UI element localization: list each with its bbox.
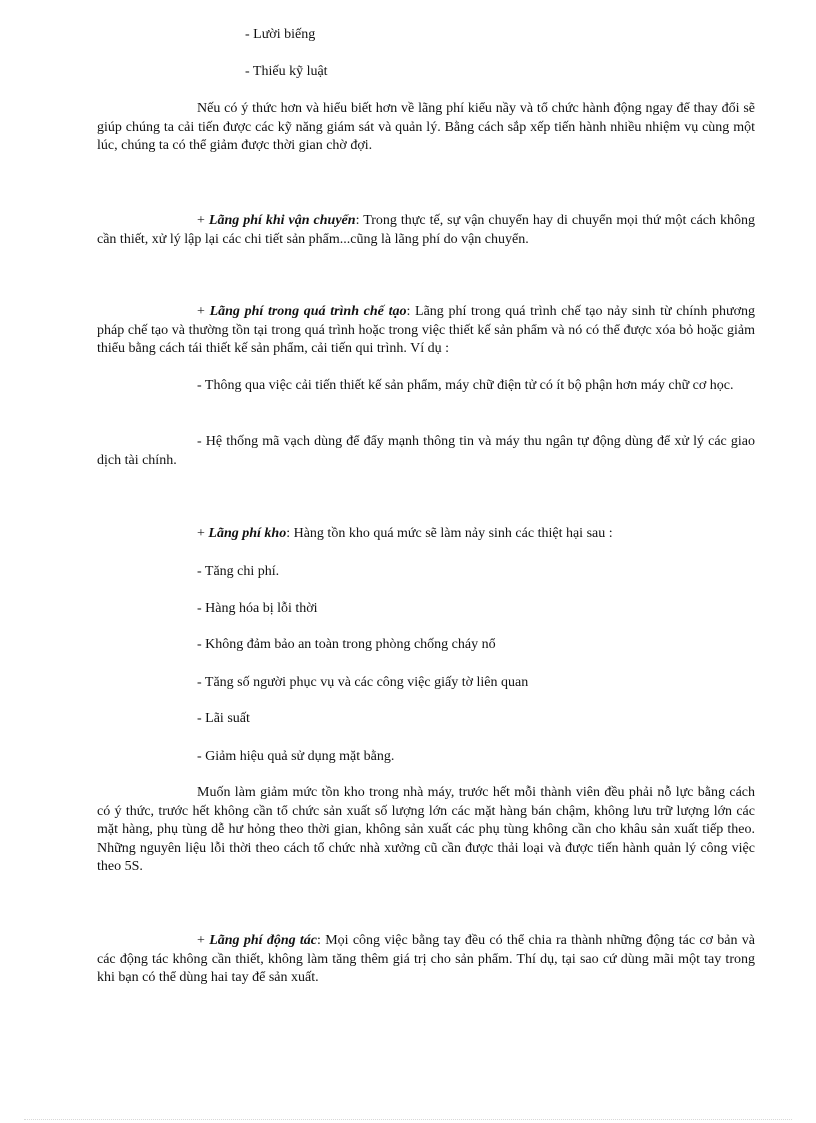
inventory-item: - Hàng hóa bị lỗi thời [197,601,318,616]
transport-text: : Trong thực tế, sự vận chuyển hay di chuyển mọi thứ một cách không cần thiết, xử lý lập lại các chi tiết sản phẩm...cũng là lãng phí do vận chuyển. [97,213,755,247]
list-item-lazy: - Lười biếng [245,27,316,42]
heading-inventory: Lãng phí kho [208,526,287,541]
inventory-item: - Lãi suất [197,711,250,726]
bullet: + [197,304,210,319]
inventory-item: - Giảm hiệu quả sử dụng mặt bằng. [197,749,395,764]
heading-manufacturing: Lãng phí trong quá trình chế tạo [209,304,407,319]
section-transport [97,212,755,249]
inventory-item: - Tăng số người phục vụ và các công việc giấy tờ liên quan [197,675,529,690]
manufacturing-example-typewriter: - Thông qua việc cải tiến thiết kế sản phẩm, máy chữ điện tử có ít bộ phận hơn máy chữ cơ học. [197,378,734,393]
heading-transport: Lãng phí khi vận chuyển [208,213,356,228]
list-item-undisciplined: - Thiếu kỹ luật [245,64,328,79]
section-inventory [97,525,755,544]
paragraph-inventory-conclusion: Muốn làm giảm mức tồn kho trong nhà máy, trước hết mỗi thành viên đều phải nỗ lực bằng cách có ý thức, trước hết không cần tổ chức sản xuất số lượng lớn các mặt hàng bán chậm, không lưu trữ lượng lớn các mặt hàng, phụ tùng dễ hư hỏng theo thời gian, không sản xuất các phụ tùng không cần cho khâu sản xuất tiếp theo. Những nguyên liệu lỗi thời theo cách tổ chức nhà xưởng cũ cần được thải loại và được tiến hành quản lý công việc theo 5S. [97,785,755,874]
paragraph-awareness: Nếu có ý thức hơn và hiểu biết hơn về lãng phí kiểu nầy và tổ chức hành động ngay để thay đổi sẽ giúp chúng ta cải tiến được các kỹ năng giám sát và quản lý. Bằng cách sắp xếp tiến hành nhiều nhiệm vụ cùng một lúc, chúng ta có thể giảm được thời gian chờ đợi. [97,101,755,153]
manufacturing-text: : Lãng phí trong quá trình chế tạo nảy sinh từ chính phương pháp chế tạo và thường tồn tại trong quá trình hoặc trong việc thiết kế sản phẩm và nó có thể được xóa bỏ hoặc giảm thiểu bằng cách tái thiết kế sản phẩm, cải tiến qui trình. Ví dụ : [97,304,755,356]
bullet: + [197,213,209,228]
inventory-text: : Hàng tồn kho quá mức sẽ làm nảy sinh các thiệt hại sau : [286,526,613,541]
manufacturing-example-barcode: - Hệ thống mã vạch dùng để đẩy mạnh thông tin và máy thu ngân tự động dùng để xử lý các giao dịch tài chính. [97,434,755,468]
motion-text: : Mọi công việc bằng tay đều có thể chia ra thành những động tác cơ bản và các động tác không cần thiết, không làm tăng thêm giá trị cho sản phẩm. Thí dụ, tại sao cứ dùng mãi một tay trong khi bạn có thể dùng hai tay để sản xuất. [97,933,755,985]
inventory-item: - Không đảm bảo an toàn trong phòng chống cháy nổ [197,637,496,652]
page-bottom-border [24,1119,792,1120]
section-manufacturing [97,303,755,359]
bullet: + [197,526,209,541]
heading-motion: Lãng phí động tác [209,933,318,948]
inventory-item: - Tăng chi phí. [197,564,280,579]
bullet: + [197,933,210,948]
section-motion [97,932,755,988]
